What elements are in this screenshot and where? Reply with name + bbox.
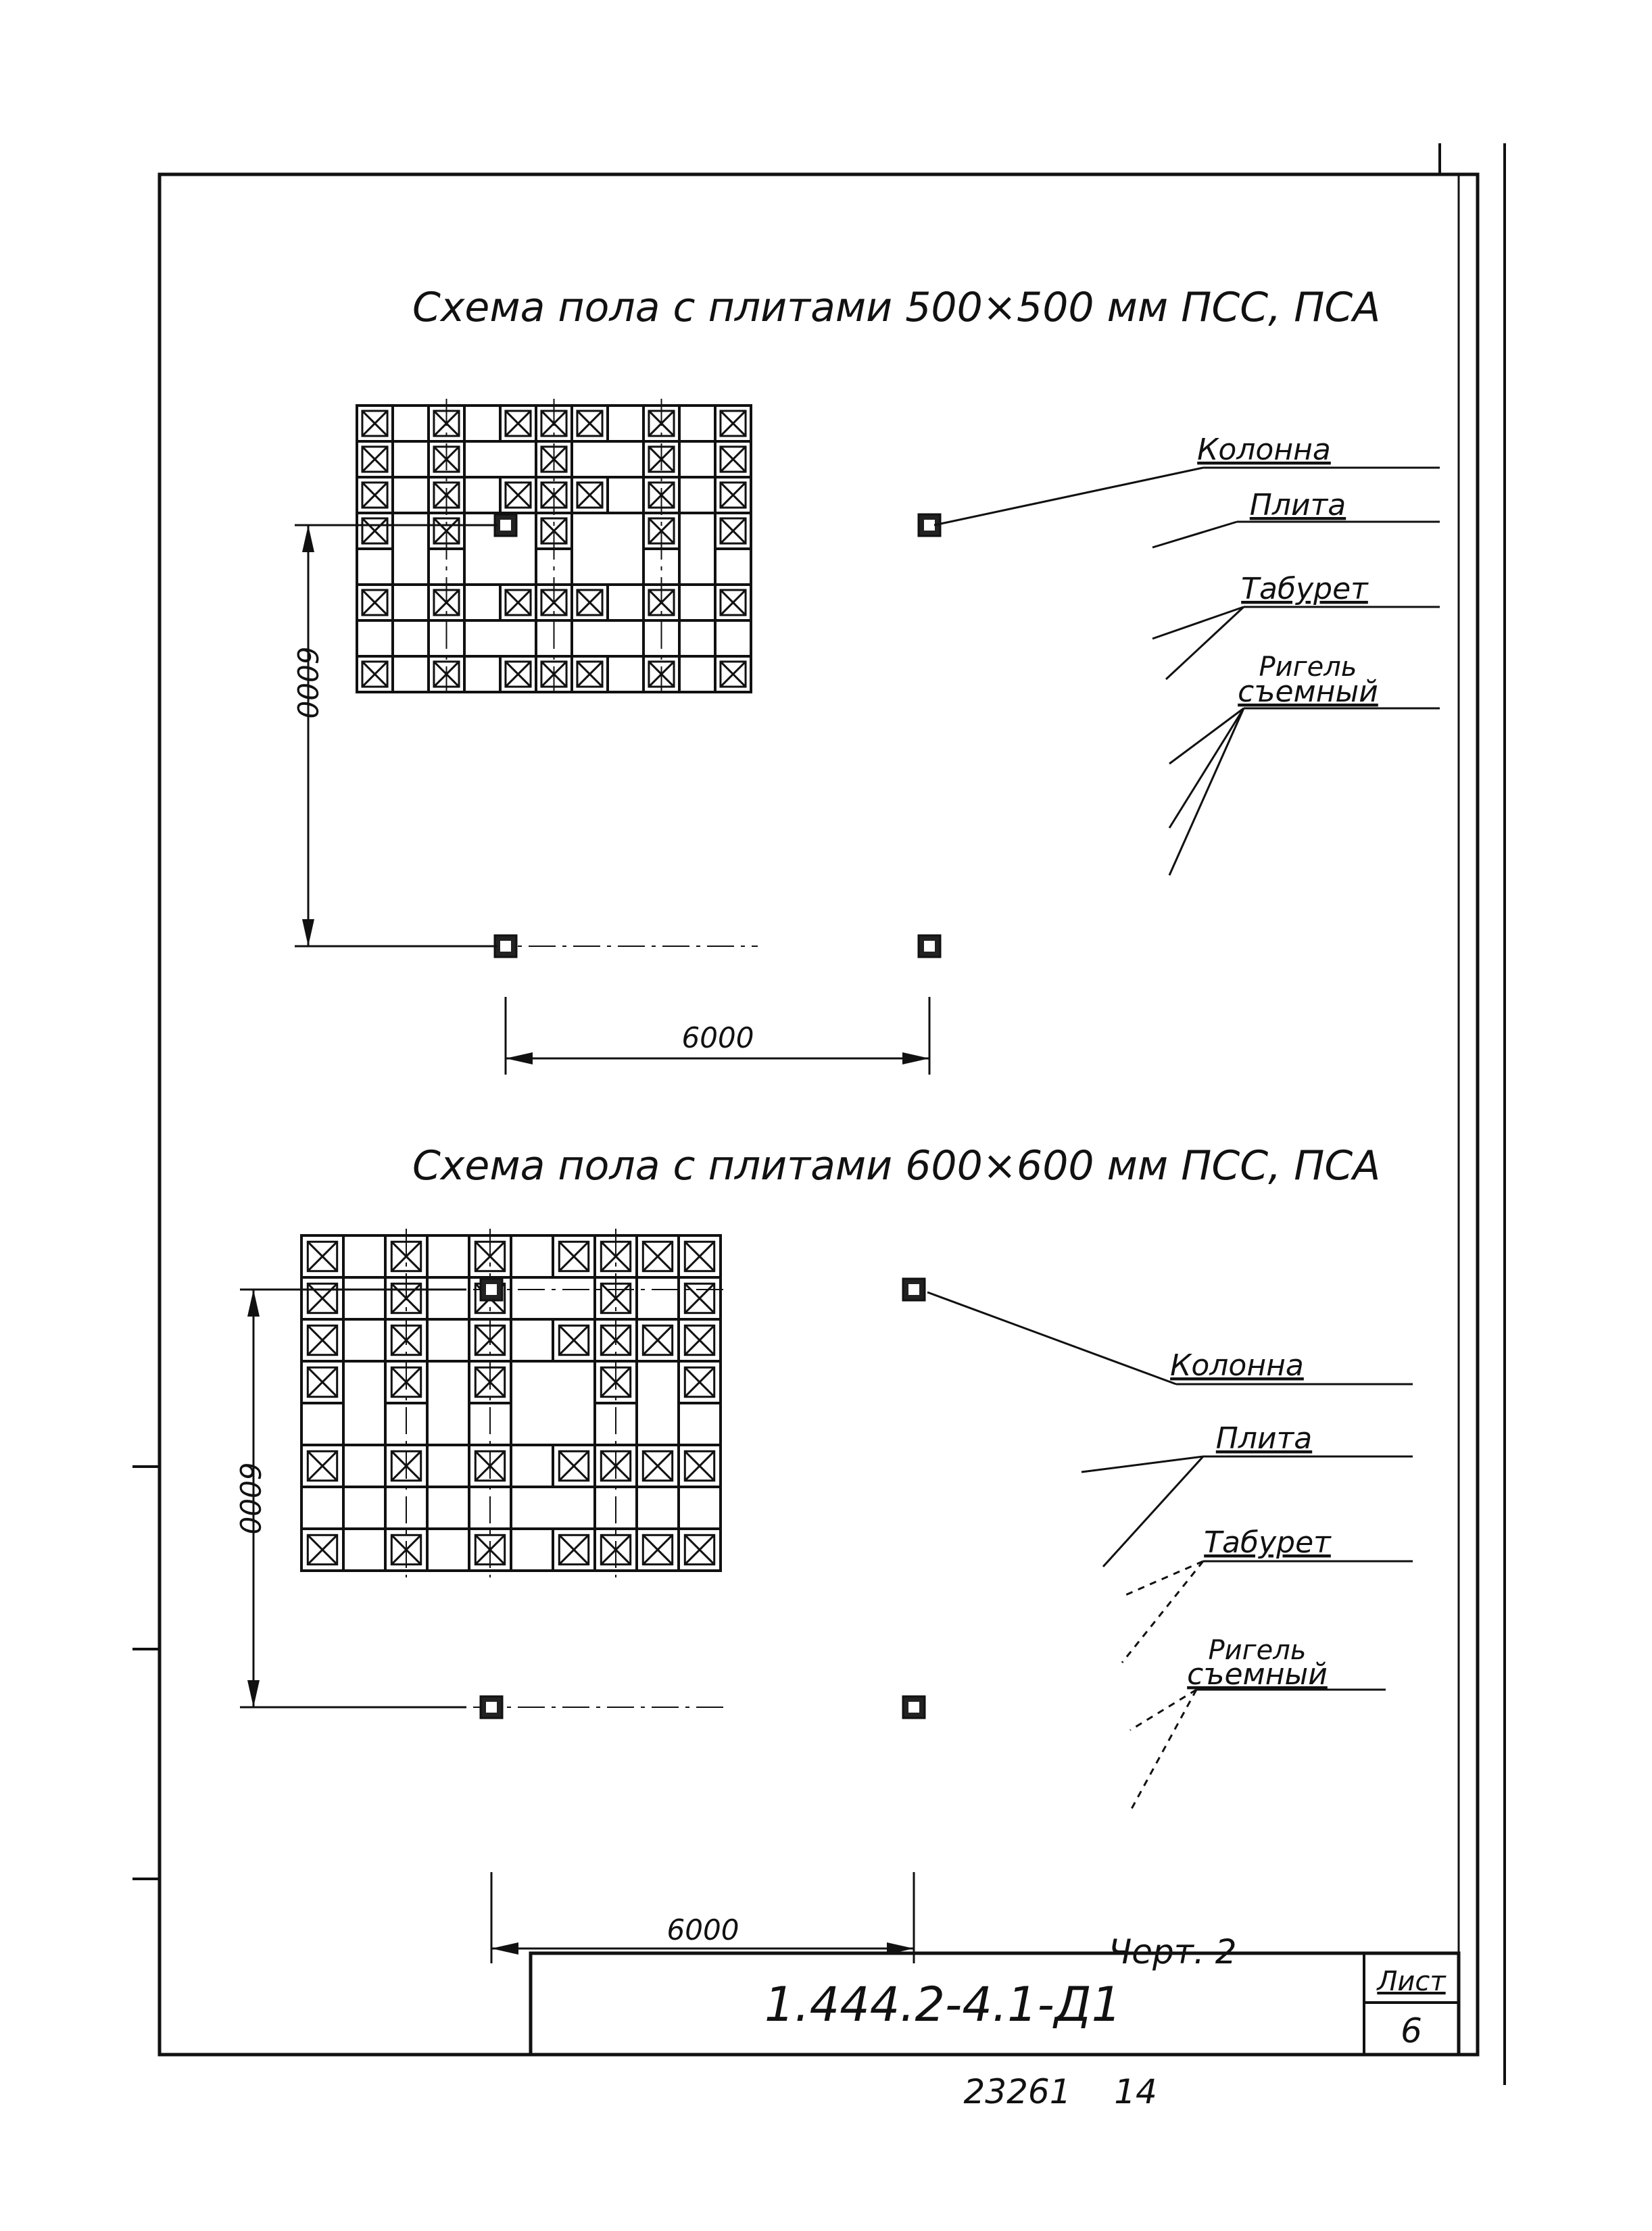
slab-tile (679, 1403, 721, 1445)
slab-tile (301, 1487, 343, 1529)
scheme1-leader-column (934, 468, 1203, 525)
scheme2-title: Схема пола с плитами 600×600 мм ПСС, ПСА (412, 1142, 1381, 1190)
column-core (908, 1284, 919, 1295)
scheme2-label-column: Колонна (1170, 1348, 1304, 1383)
scheme1-dim-horizontal: 6000 (681, 1021, 754, 1054)
slab-tile (464, 585, 500, 620)
scheme1-leader-beam (1169, 708, 1244, 764)
slab-tile (608, 406, 643, 441)
slab-tile (343, 1319, 385, 1361)
scheme1-title: Схема пола с плитами 500×500 мм ПСС, ПСА (412, 284, 1381, 331)
slab-tile (393, 477, 429, 513)
scheme1-leader-pedestal (1152, 607, 1244, 639)
slab-tile (393, 656, 429, 692)
column-core (486, 1284, 497, 1295)
slab-tile (679, 585, 715, 620)
scheme2-leader-slab (1103, 1456, 1203, 1567)
slab-tile (427, 1319, 469, 1361)
scheme1-floor-plan (350, 399, 940, 957)
scheme2-leader-beam (1130, 1690, 1196, 1730)
scheme2-dim-horizontal: 6000 (666, 1913, 739, 1946)
format-number: 14 (1114, 2072, 1157, 2111)
scheme2-leader-column (927, 1292, 1176, 1384)
column-core (500, 520, 511, 531)
scheme2-label-slab: Плита (1215, 1421, 1313, 1456)
column-core (486, 1702, 497, 1713)
slab-tile (511, 1529, 553, 1571)
column-core (924, 520, 935, 531)
slab-tile (343, 1529, 385, 1571)
slab-tile (393, 585, 429, 620)
slab-tile (393, 406, 429, 441)
scheme2-dim-vertical: 6000 (233, 1462, 266, 1535)
slab-tile (715, 620, 751, 656)
scheme1-label-slab: Плита (1249, 488, 1346, 522)
scheme1-label-removable: съемный (1238, 675, 1378, 709)
sheet-label: Лист (1377, 1966, 1446, 1997)
slab-tile (301, 1403, 343, 1445)
column-core (908, 1702, 919, 1713)
slab-tile (608, 656, 643, 692)
scheme1-leader-beam (1169, 708, 1244, 828)
slab-tile (608, 585, 643, 620)
scheme1-leader-pedestal (1166, 607, 1244, 679)
scheme2-floor-plan (295, 1229, 925, 1718)
slab-tile (427, 1445, 469, 1487)
column-core (500, 941, 511, 952)
scheme2-label-beam: Ригель (1208, 1635, 1307, 1666)
scheme1-leader-slab (1152, 522, 1237, 547)
slab-tile (357, 549, 393, 585)
slab-tile (511, 1445, 553, 1487)
slab-tile (427, 1529, 469, 1571)
slab-tile (511, 1319, 553, 1361)
scheme2-label-pedestal: Табурет (1204, 1525, 1331, 1560)
slab-tile (679, 406, 715, 441)
slab-tile (357, 620, 393, 656)
slab-tile (608, 477, 643, 513)
sheet-number: 6 (1401, 2011, 1422, 2051)
slab-tile (343, 1445, 385, 1487)
scheme2-label-removable: съемный (1187, 1657, 1328, 1692)
slab-tile (715, 549, 751, 585)
slab-tile (679, 477, 715, 513)
slab-tile (464, 656, 500, 692)
scheme1-label-pedestal: Табурет (1241, 572, 1368, 606)
scheme1-leader-beam (1169, 708, 1244, 875)
scheme2-leader-beam (1130, 1690, 1196, 1811)
slab-tile (679, 656, 715, 692)
scheme1-dim-vertical: 6000 (291, 646, 324, 719)
scheme2-leader-pedestal (1122, 1561, 1203, 1663)
slab-tile (464, 477, 500, 513)
drawing-number: Черт. 2 (1109, 1932, 1237, 1971)
scheme1-label-column: Колонна (1197, 433, 1331, 467)
inventory-number: 23261 (963, 2072, 1071, 2111)
column-core (924, 941, 935, 952)
slab-tile (511, 1235, 553, 1277)
slab-tile (427, 1235, 469, 1277)
slab-tile (343, 1235, 385, 1277)
slab-tile (464, 406, 500, 441)
drawing-designation: 1.444.2-4.1-Д1 (764, 1977, 1122, 2032)
scheme2-leader-pedestal (1125, 1561, 1203, 1595)
scheme1-label-beam: Ригель (1259, 652, 1357, 683)
slab-tile (679, 1487, 721, 1529)
scheme2-leader-slab (1082, 1456, 1203, 1472)
